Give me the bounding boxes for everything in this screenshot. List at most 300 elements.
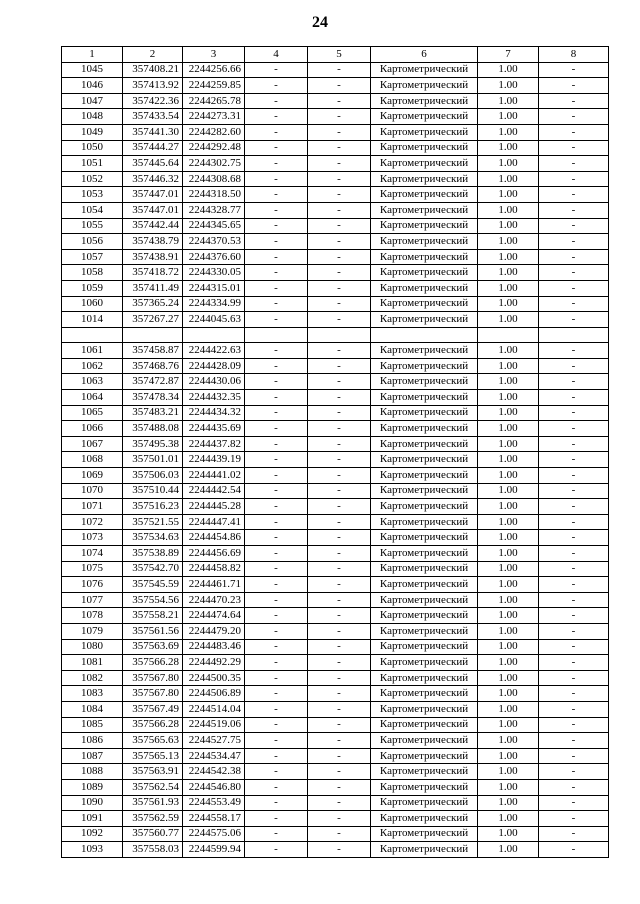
col4-cell: - (245, 468, 308, 484)
page-number: 24 (312, 14, 328, 31)
method-cell: Картометрический (371, 140, 478, 156)
col8-cell: - (539, 358, 609, 374)
col4-cell: - (245, 374, 308, 390)
accuracy-cell: 1.00 (478, 530, 539, 546)
y-coordinate-cell: 2244330.05 (183, 265, 245, 281)
header-row (62, 47, 609, 63)
accuracy-cell: 1.00 (478, 655, 539, 671)
x-coordinate-cell: 357478.34 (123, 390, 183, 406)
y-coordinate-cell: 2244454.86 (183, 530, 245, 546)
x-coordinate-cell: 357495.38 (123, 436, 183, 452)
method-cell: Картометрический (371, 374, 478, 390)
col4-cell: - (245, 717, 308, 733)
col4-cell: - (245, 608, 308, 624)
method-cell: Картометрический (371, 499, 478, 515)
y-coordinate-cell: 2244470.23 (183, 592, 245, 608)
col4-cell: - (245, 218, 308, 234)
accuracy-cell: 1.00 (478, 280, 539, 296)
col8-cell: - (539, 514, 609, 530)
x-coordinate-cell: 357442.44 (123, 218, 183, 234)
x-coordinate-cell: 357438.79 (123, 234, 183, 250)
accuracy-cell: 1.00 (478, 483, 539, 499)
col4-cell: - (245, 639, 308, 655)
col8-cell: - (539, 764, 609, 780)
method-cell: Картометрический (371, 171, 478, 187)
point-number-cell: 1070 (62, 483, 123, 499)
col5-cell: - (308, 608, 371, 624)
accuracy-cell: 1.00 (478, 546, 539, 562)
y-coordinate-cell: 2244334.99 (183, 296, 245, 312)
accuracy-cell: 1.00 (478, 436, 539, 452)
x-coordinate-cell: 357438.91 (123, 249, 183, 265)
y-coordinate-cell: 2244492.29 (183, 655, 245, 671)
accuracy-cell: 1.00 (478, 265, 539, 281)
col5-cell: - (308, 312, 371, 328)
x-coordinate-cell: 357563.91 (123, 764, 183, 780)
col8-cell: - (539, 296, 609, 312)
point-number-cell: 1075 (62, 561, 123, 577)
accuracy-cell: 1.00 (478, 421, 539, 437)
col8-cell: - (539, 546, 609, 562)
method-cell: Картометрический (371, 343, 478, 359)
accuracy-cell: 1.00 (478, 171, 539, 187)
col8-cell: - (539, 140, 609, 156)
y-coordinate-cell: 2244428.09 (183, 358, 245, 374)
accuracy-cell: 1.00 (478, 343, 539, 359)
col4-cell: - (245, 452, 308, 468)
col8-cell: - (539, 171, 609, 187)
table-row (62, 623, 609, 639)
col8-cell: - (539, 124, 609, 140)
y-coordinate-cell: 2244479.20 (183, 623, 245, 639)
point-number-cell: 1061 (62, 343, 123, 359)
x-coordinate-cell: 357545.59 (123, 577, 183, 593)
method-cell: Картометрический (371, 717, 478, 733)
accuracy-cell: 1.00 (478, 826, 539, 842)
x-coordinate-cell: 357413.92 (123, 78, 183, 94)
col4-cell: - (245, 358, 308, 374)
x-coordinate-cell: 357447.01 (123, 187, 183, 203)
col4-cell: - (245, 826, 308, 842)
accuracy-cell: 1.00 (478, 748, 539, 764)
y-coordinate-cell (183, 327, 245, 343)
x-coordinate-cell: 357446.32 (123, 171, 183, 187)
table-row (62, 218, 609, 234)
table-row (62, 156, 609, 172)
method-cell: Картометрический (371, 78, 478, 94)
y-coordinate-cell: 2244328.77 (183, 202, 245, 218)
table-row (62, 592, 609, 608)
point-number-cell: 1067 (62, 436, 123, 452)
y-coordinate-cell: 2244422.63 (183, 343, 245, 359)
y-coordinate-cell: 2244447.41 (183, 514, 245, 530)
table-row (62, 577, 609, 593)
accuracy-cell: 1.00 (478, 842, 539, 858)
point-number-cell: 1086 (62, 733, 123, 749)
accuracy-cell: 1.00 (478, 62, 539, 78)
x-coordinate-cell: 357422.36 (123, 93, 183, 109)
y-coordinate-cell: 2244445.28 (183, 499, 245, 515)
col4-cell: - (245, 686, 308, 702)
point-number-cell: 1093 (62, 842, 123, 858)
table-row (62, 374, 609, 390)
col5-cell: - (308, 109, 371, 125)
col8-cell: - (539, 93, 609, 109)
accuracy-cell: 1.00 (478, 249, 539, 265)
col4-cell: - (245, 62, 308, 78)
col5-cell: - (308, 452, 371, 468)
accuracy-cell: 1.00 (478, 202, 539, 218)
col5-cell: - (308, 733, 371, 749)
accuracy-cell: 1.00 (478, 452, 539, 468)
point-number-cell: 1092 (62, 826, 123, 842)
x-coordinate-cell: 357566.28 (123, 717, 183, 733)
table-row (62, 171, 609, 187)
col8-cell: - (539, 748, 609, 764)
col8-cell: - (539, 592, 609, 608)
method-cell: Картометрический (371, 436, 478, 452)
col5-cell (308, 327, 371, 343)
method-cell: Картометрический (371, 405, 478, 421)
table-row (62, 686, 609, 702)
point-number-cell: 1066 (62, 421, 123, 437)
x-coordinate-cell: 357472.87 (123, 374, 183, 390)
point-number-cell: 1052 (62, 171, 123, 187)
point-number-cell: 1055 (62, 218, 123, 234)
x-coordinate-cell: 357418.72 (123, 265, 183, 281)
point-number-cell: 1050 (62, 140, 123, 156)
method-cell: Картометрический (371, 577, 478, 593)
accuracy-cell: 1.00 (478, 733, 539, 749)
col4-cell: - (245, 577, 308, 593)
y-coordinate-cell: 2244439.19 (183, 452, 245, 468)
col4-cell: - (245, 779, 308, 795)
method-cell: Картометрический (371, 514, 478, 530)
accuracy-cell: 1.00 (478, 764, 539, 780)
col4-cell: - (245, 764, 308, 780)
accuracy-cell: 1.00 (478, 390, 539, 406)
column-header-1: 1 (62, 47, 123, 63)
point-number-cell: 1058 (62, 265, 123, 281)
col5-cell: - (308, 701, 371, 717)
y-coordinate-cell: 2244527.75 (183, 733, 245, 749)
method-cell: Картометрический (371, 670, 478, 686)
method-cell: Картометрический (371, 296, 478, 312)
point-number-cell: 1048 (62, 109, 123, 125)
point-number-cell: 1056 (62, 234, 123, 250)
method-cell: Картометрический (371, 124, 478, 140)
x-coordinate-cell: 357441.30 (123, 124, 183, 140)
col4-cell: - (245, 530, 308, 546)
col5-cell: - (308, 592, 371, 608)
col8-cell: - (539, 655, 609, 671)
col8-cell: - (539, 608, 609, 624)
x-coordinate-cell: 357516.23 (123, 499, 183, 515)
table-row (62, 390, 609, 406)
col4-cell: - (245, 109, 308, 125)
table-row (62, 343, 609, 359)
y-coordinate-cell: 2244282.60 (183, 124, 245, 140)
col4-cell: - (245, 592, 308, 608)
column-header-5: 5 (308, 47, 371, 63)
x-coordinate-cell: 357488.08 (123, 421, 183, 437)
x-coordinate-cell: 357558.03 (123, 842, 183, 858)
y-coordinate-cell: 2244599.94 (183, 842, 245, 858)
point-number-cell: 1080 (62, 639, 123, 655)
col8-cell: - (539, 670, 609, 686)
y-coordinate-cell: 2244370.53 (183, 234, 245, 250)
point-number-cell: 1060 (62, 296, 123, 312)
x-coordinate-cell: 357567.49 (123, 701, 183, 717)
x-coordinate-cell: 357558.21 (123, 608, 183, 624)
point-number-cell: 1083 (62, 686, 123, 702)
col5-cell: - (308, 249, 371, 265)
y-coordinate-cell: 2244461.71 (183, 577, 245, 593)
y-coordinate-cell: 2244302.75 (183, 156, 245, 172)
col5-cell: - (308, 140, 371, 156)
col5-cell: - (308, 546, 371, 562)
method-cell: Картометрический (371, 546, 478, 562)
y-coordinate-cell: 2244441.02 (183, 468, 245, 484)
table-row (62, 811, 609, 827)
x-coordinate-cell: 357534.63 (123, 530, 183, 546)
col5-cell: - (308, 234, 371, 250)
accuracy-cell: 1.00 (478, 811, 539, 827)
point-number-cell: 1076 (62, 577, 123, 593)
method-cell: Картометрический (371, 795, 478, 811)
col8-cell: - (539, 842, 609, 858)
x-coordinate-cell: 357562.59 (123, 811, 183, 827)
col4-cell: - (245, 93, 308, 109)
col4-cell: - (245, 249, 308, 265)
col4-cell: - (245, 561, 308, 577)
point-number-cell: 1069 (62, 468, 123, 484)
col5-cell: - (308, 390, 371, 406)
table-row (62, 608, 609, 624)
y-coordinate-cell: 2244256.66 (183, 62, 245, 78)
col4-cell: - (245, 483, 308, 499)
method-cell: Картометрический (371, 218, 478, 234)
accuracy-cell: 1.00 (478, 358, 539, 374)
accuracy-cell: 1.00 (478, 468, 539, 484)
point-number-cell: 1084 (62, 701, 123, 717)
column-header-2: 2 (123, 47, 183, 63)
col5-cell: - (308, 670, 371, 686)
table-row (62, 483, 609, 499)
table-row (62, 514, 609, 530)
table-row (62, 327, 609, 343)
x-coordinate-cell: 357560.77 (123, 826, 183, 842)
method-cell: Картометрический (371, 62, 478, 78)
col5-cell: - (308, 93, 371, 109)
accuracy-cell: 1.00 (478, 218, 539, 234)
point-number-cell: 1074 (62, 546, 123, 562)
col4-cell: - (245, 546, 308, 562)
point-number-cell: 1090 (62, 795, 123, 811)
col8-cell: - (539, 623, 609, 639)
col8-cell: - (539, 577, 609, 593)
accuracy-cell (478, 327, 539, 343)
col8-cell: - (539, 686, 609, 702)
column-header-4: 4 (245, 47, 308, 63)
point-number-cell: 1065 (62, 405, 123, 421)
col5-cell: - (308, 280, 371, 296)
table-row (62, 452, 609, 468)
col8-cell: - (539, 109, 609, 125)
point-number-cell: 1081 (62, 655, 123, 671)
col4-cell: - (245, 156, 308, 172)
col4-cell: - (245, 811, 308, 827)
col8-cell: - (539, 811, 609, 827)
y-coordinate-cell: 2244519.06 (183, 717, 245, 733)
col4-cell: - (245, 124, 308, 140)
col8-cell: - (539, 561, 609, 577)
table-header (62, 47, 609, 63)
table-row (62, 639, 609, 655)
col4-cell: - (245, 140, 308, 156)
method-cell: Картометрический (371, 390, 478, 406)
col4-cell: - (245, 623, 308, 639)
col5-cell: - (308, 187, 371, 203)
col4-cell: - (245, 701, 308, 717)
point-number-cell: 1059 (62, 280, 123, 296)
col4-cell: - (245, 187, 308, 203)
col4-cell: - (245, 78, 308, 94)
table-row (62, 280, 609, 296)
method-cell: Картометрический (371, 452, 478, 468)
method-cell: Картометрический (371, 234, 478, 250)
col5-cell: - (308, 202, 371, 218)
col8-cell: - (539, 343, 609, 359)
col5-cell: - (308, 296, 371, 312)
col5-cell: - (308, 171, 371, 187)
y-coordinate-cell: 2244273.31 (183, 109, 245, 125)
col4-cell: - (245, 405, 308, 421)
point-number-cell: 1053 (62, 187, 123, 203)
y-coordinate-cell: 2244259.85 (183, 78, 245, 94)
x-coordinate-cell: 357267.27 (123, 312, 183, 328)
point-number-cell: 1073 (62, 530, 123, 546)
y-coordinate-cell: 2244553.49 (183, 795, 245, 811)
col5-cell: - (308, 218, 371, 234)
method-cell: Картометрический (371, 639, 478, 655)
accuracy-cell: 1.00 (478, 686, 539, 702)
method-cell: Картометрический (371, 686, 478, 702)
accuracy-cell: 1.00 (478, 514, 539, 530)
coordinates-table (61, 46, 609, 858)
col4-cell: - (245, 842, 308, 858)
table-row (62, 748, 609, 764)
col5-cell: - (308, 124, 371, 140)
table-row (62, 140, 609, 156)
method-cell: Картометрический (371, 202, 478, 218)
y-coordinate-cell: 2244558.17 (183, 811, 245, 827)
col5-cell: - (308, 483, 371, 499)
point-number-cell: 1045 (62, 62, 123, 78)
col4-cell (245, 327, 308, 343)
col8-cell: - (539, 249, 609, 265)
col5-cell: - (308, 639, 371, 655)
x-coordinate-cell: 357411.49 (123, 280, 183, 296)
y-coordinate-cell: 2244458.82 (183, 561, 245, 577)
y-coordinate-cell: 2244546.80 (183, 779, 245, 795)
col8-cell: - (539, 468, 609, 484)
y-coordinate-cell: 2244534.47 (183, 748, 245, 764)
col4-cell: - (245, 171, 308, 187)
y-coordinate-cell: 2244308.68 (183, 171, 245, 187)
point-number-cell: 1049 (62, 124, 123, 140)
x-coordinate-cell: 357521.55 (123, 514, 183, 530)
y-coordinate-cell: 2244434.32 (183, 405, 245, 421)
table-row (62, 421, 609, 437)
table-row (62, 530, 609, 546)
method-cell: Картометрический (371, 358, 478, 374)
col5-cell: - (308, 842, 371, 858)
accuracy-cell: 1.00 (478, 312, 539, 328)
x-coordinate-cell: 357433.54 (123, 109, 183, 125)
col5-cell: - (308, 686, 371, 702)
column-header-3: 3 (183, 47, 245, 63)
method-cell: Картометрический (371, 733, 478, 749)
col8-cell: - (539, 452, 609, 468)
col4-cell: - (245, 670, 308, 686)
y-coordinate-cell: 2244318.50 (183, 187, 245, 203)
method-cell: Картометрический (371, 842, 478, 858)
accuracy-cell: 1.00 (478, 592, 539, 608)
col8-cell: - (539, 390, 609, 406)
method-cell: Картометрический (371, 312, 478, 328)
x-coordinate-cell: 357468.76 (123, 358, 183, 374)
y-coordinate-cell: 2244456.69 (183, 546, 245, 562)
col8-cell: - (539, 405, 609, 421)
table-row (62, 109, 609, 125)
col4-cell: - (245, 234, 308, 250)
col5-cell: - (308, 358, 371, 374)
col8-cell: - (539, 218, 609, 234)
x-coordinate-cell: 357566.28 (123, 655, 183, 671)
col5-cell: - (308, 811, 371, 827)
table-row (62, 187, 609, 203)
y-coordinate-cell: 2244474.64 (183, 608, 245, 624)
col8-cell: - (539, 421, 609, 437)
accuracy-cell: 1.00 (478, 717, 539, 733)
point-number-cell: 1077 (62, 592, 123, 608)
x-coordinate-cell: 357365.24 (123, 296, 183, 312)
accuracy-cell: 1.00 (478, 405, 539, 421)
col5-cell: - (308, 826, 371, 842)
point-number-cell: 1051 (62, 156, 123, 172)
col5-cell: - (308, 577, 371, 593)
method-cell: Картометрический (371, 764, 478, 780)
col8-cell: - (539, 530, 609, 546)
table-row (62, 795, 609, 811)
x-coordinate-cell: 357506.03 (123, 468, 183, 484)
table-row (62, 202, 609, 218)
table-row (62, 249, 609, 265)
col4-cell: - (245, 748, 308, 764)
y-coordinate-cell: 2244345.65 (183, 218, 245, 234)
method-cell: Картометрический (371, 623, 478, 639)
x-coordinate-cell: 357563.69 (123, 639, 183, 655)
table-row (62, 826, 609, 842)
table-row (62, 405, 609, 421)
table-row (62, 546, 609, 562)
col4-cell: - (245, 514, 308, 530)
col4-cell: - (245, 499, 308, 515)
col4-cell: - (245, 312, 308, 328)
col5-cell: - (308, 514, 371, 530)
x-coordinate-cell: 357554.56 (123, 592, 183, 608)
